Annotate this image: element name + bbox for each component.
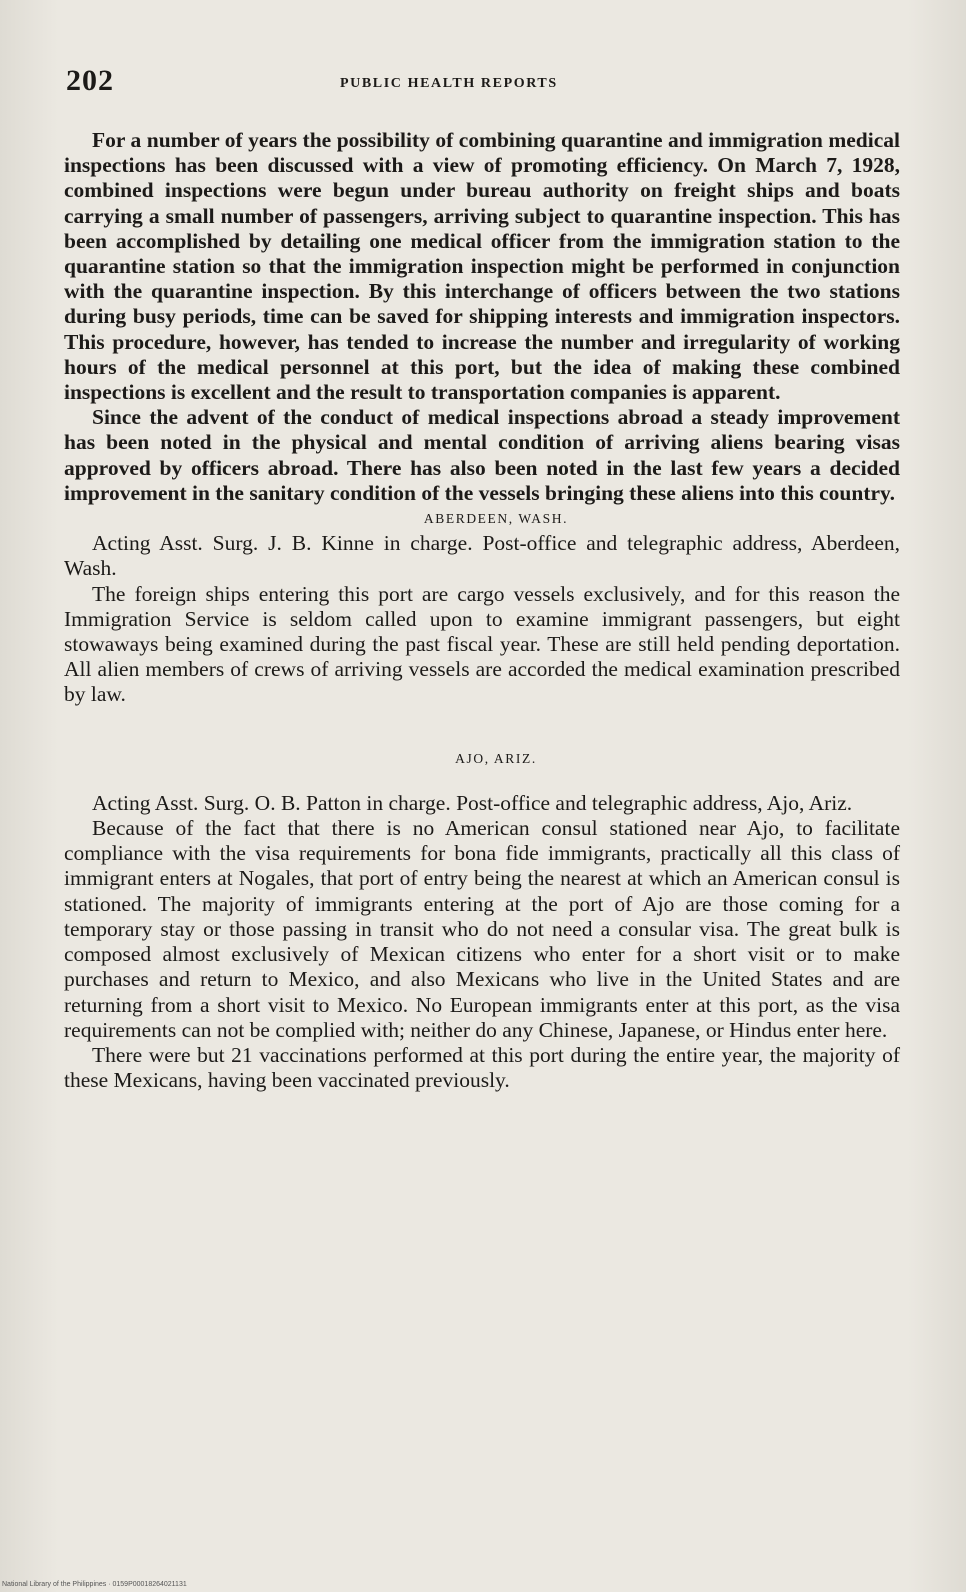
paragraph-medical-inspections-abroad: Since the advent of the conduct of medical inspections abroad a steady improvement has been noted in the physical and mental condition of arriving aliens bearing visas approved by officers abroad. There has also been noted in the last few years a decided improvement in the sanitary condition of the vessels bringing these aliens into this country. xyxy=(64,405,900,505)
section-heading-aberdeen: ABERDEEN, WASH. xyxy=(423,511,569,527)
paragraph-ajo-officer: Acting Asst. Surg. O. B. Patton in charge. Post-office and telegraphic address, Ajo, Ariz. xyxy=(92,790,853,815)
journal-title: PUBLIC HEALTH REPORTS xyxy=(340,76,558,91)
scan-footer: National Library of the Philippines · 0159P00018264021131 xyxy=(2,1581,187,1588)
running-head xyxy=(66,64,900,104)
section-heading-ajo: AJO, ARIZ. xyxy=(455,750,537,766)
article-body xyxy=(64,128,900,1093)
paragraph-ajo-consul: Because of the fact that there is no American consul stationed near Ajo, to facilitate compliance with the visa requirements for bona fide immigrants, practically all this class of immigrant enters at Nogales, that port of entry being the nearest at which an American consul is stationed. The majority of immigrants entering at the port of Ajo are those coming for a temporary stay or those passing in transit who do not need a consular visa. The great bulk is composed almost exclusively of Mexican citizens who enter for a short visit or to make purchases and return to Mexico, and also Mexicans who live in the United States and are returning from a short visit to Mexico. No European immigrants enter at this port, as the visa requirements can not be complied with; neither do any Chinese, Japanese, or Hindus enter here. xyxy=(64,816,900,1042)
paragraph-ajo-vaccinations: There were but 21 vaccinations performed at this port during the entire year, the majority of these Mexicans, having been vaccinated previously. xyxy=(64,1042,900,1093)
paragraph-aberdeen-ships: The foreign ships entering this port are cargo vessels exclusively, and for this reason the Immigration Service is seldom called upon to examine immigrant passengers, but eight stowaways being examined during the past fiscal year. These are still held pending deportation. All alien members of crews of arriving vessels are accorded the medical examination prescribed by law. xyxy=(64,581,900,707)
paragraph-aberdeen-officer: Acting Asst. Surg. J. B. Kinne in charge. Post-office and telegraphic address, Aberdeen, Wash. xyxy=(64,531,900,581)
page-number: 202 xyxy=(66,64,114,97)
paragraph-combined-inspections: For a number of years the possibility of combining quarantine and immigration medical inspections has been discussed with a view of promoting efficiency. On March 7, 1928, combined inspections were begun under bureau authority on freight ships and boats carrying a small number of passengers, arriving subject to quarantine inspection. This has been accomplished by detailing one medical officer from the immigration station to the quarantine station so that the immigration inspection might be performed in conjunction with the quarantine inspection. By this interchange of officers between the two stations during busy periods, time can be saved for shipping interests and immigration inspectors. This procedure, however, has tended to increase the number and irregularity of working hours of the medical personnel at this port, but the idea of making these combined inspections is excellent and the result to transportation companies is apparent. xyxy=(64,128,900,405)
